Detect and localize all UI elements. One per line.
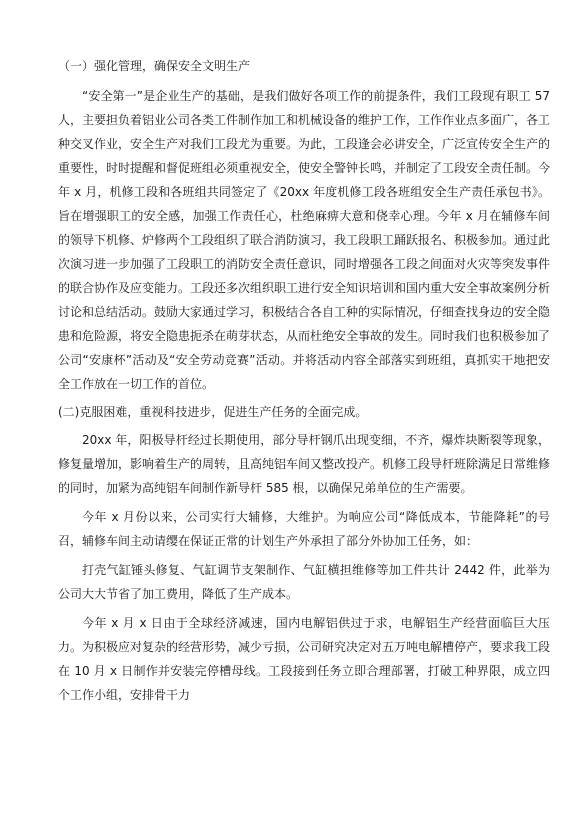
section-1-heading: （一）强化管理，确保安全文明生产 (58, 59, 251, 73)
section-2-paragraph-4: 今年 x 月 x 日由于全球经济减速，国内电解铝供过于求，电解铝生产经营面临巨大压力。为积极应对复杂的经营形势，减少亏损，公司研究决定对五万吨电解槽停产，要求我工段在 10 月 x 日制作并安装完停槽母线。工段接到任务立即合理部署，打破工种界限，成立四个工作小组，安排骨干力 (58, 616, 551, 702)
section-2-heading: (二)克服困难，重视科技进步，促进生产任务的全面完成。 (58, 405, 368, 419)
section-2-paragraph-2: 今年 x 月份以来，公司实行大辅修，大维护。为响应公司“降低成本，节能降耗”的号召，辅修车间主动请缨在保证正常的计划生产外承担了部分外协加工任务，如： (58, 510, 550, 548)
section-2-paragraph-1: 20xx 年，阳极导杆经过长期使用，部分导杆钢爪出现变细，不齐，爆炸块断裂等现象，修复量增加，影响着生产的周转，且高纯铝车间又整改投产。机修工段导杆班除满足日常维修的同时，加紧为高纯铝车间制作新导杆 585 根，以确保兄弟单位的生产需要。 (58, 433, 551, 495)
section-2-paragraph-3: 打壳气缸锤头修复、气缸调节支架制作、气缸横担维修等加工件共计 2442 件，此举为公司大大节省了加工费用，降低了生产成本。 (58, 563, 550, 601)
document-page (58, 58, 550, 712)
section-1-paragraph: “安全第一”是企业生产的基础，是我们做好各项工作的前提条件，我们工段现有职工 57 人，主要担负着铝业公司各类工件制作加工和机械设备的维护工作，工作作业点多面广，各工种交叉作业，安全生产对我们工段尤为重要。为此，工段逢会必讲安全，广泛宣传安全生产的重要性，时时提醒和督促班组必须重视安全，使安全警钟长鸣，并制定了工段安全责任制。今年 x 月，机修工段和各班组共同签定了《20xx 年度机修工段各班组安全生产责任承包书》。旨在增强职工的安全感，加强工作责任心，杜绝麻痹大意和侥幸心理。今年 x 月在辅修车间的领导下机修、炉修两个工段组织了联合消防演习，我工段职工踊跃报名、积极参加。通过此次演习进一步加强了工段职工的消防安全责任意识，同时增强各工段之间面对火灾等突发事件的联合协作及应变能力。工段还多次组织职工进行安全知识培训和国内重大安全事故案例分析讨论和总结活动。鼓励大家通过学习，积极结合各自工种的实际情况，仔细查找身边的安全隐患和危险源，将安全隐患扼杀在萌芽状态，从而杜绝安全事故的发生。同时我们也积极参加了公司“安康杯”活动及“安全劳动竞赛”活动。并将活动内容全部落实到班组，真抓实干地把安全工作放在一切工作的首位。 (58, 89, 551, 391)
